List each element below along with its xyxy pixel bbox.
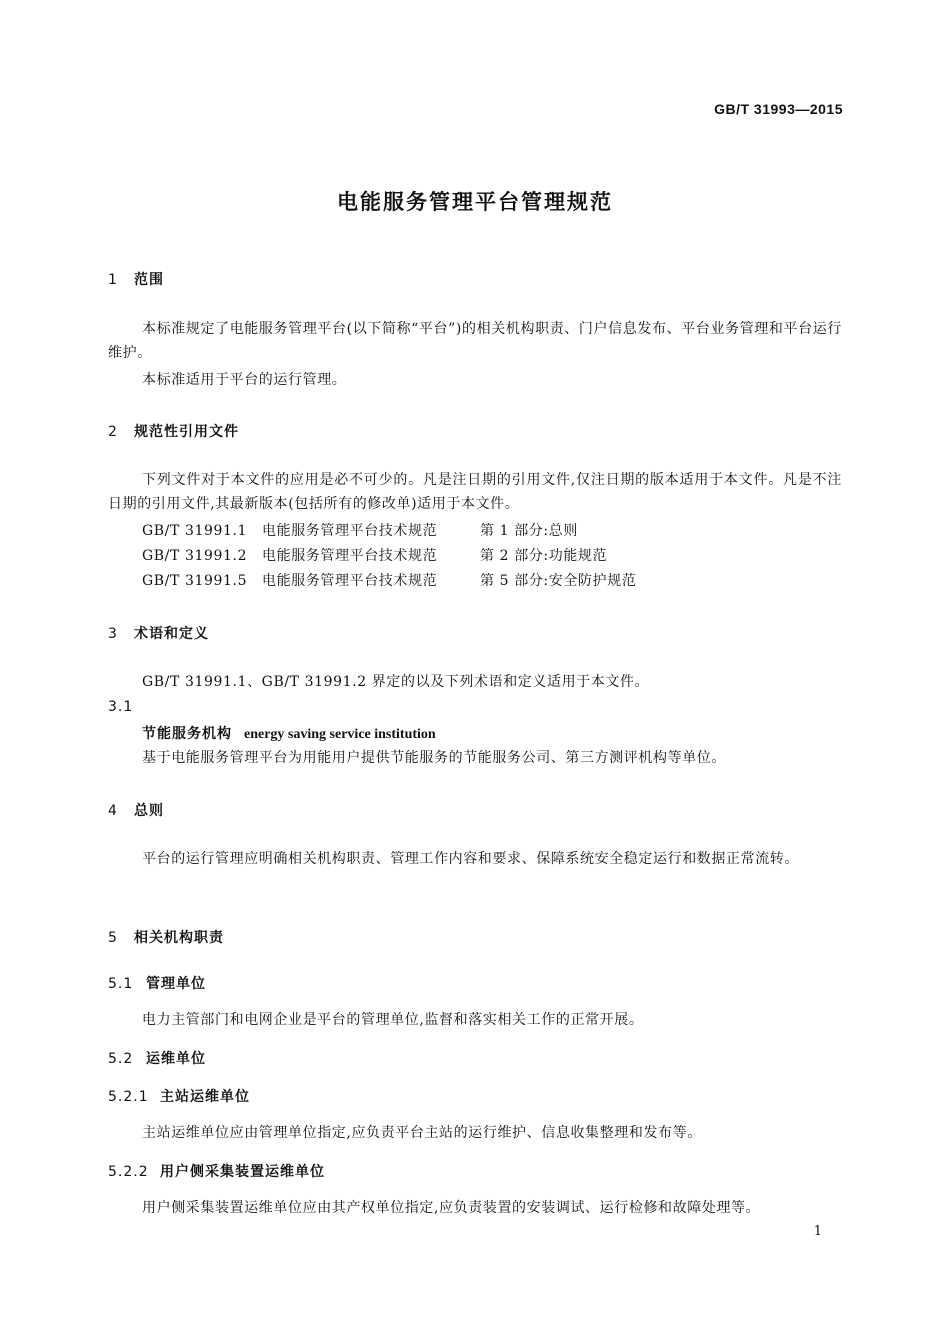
subsection-title: 用户侧采集装置运维单位 [160,1164,325,1180]
reference-code: GB/T 31991.2 [142,548,248,564]
subsection-number: 5.2.1 [108,1089,149,1105]
subsection-title: 管理单位 [146,976,206,992]
section-5-heading [108,927,224,947]
paragraph: 下列文件对于本文件的应用是必不可少的。凡是注日期的引用文件,仅注日期的版本适用于本文件。凡是不注日期的引用文件,其最新版本(包括所有的修改单)适用于本文件。 [108,472,842,512]
reference-item [142,519,578,543]
section-number: 5 [108,930,118,946]
term-definition: 基于电能服务管理平台为用能用户提供节能服务的节能服务公司、第三方测评机构等单位。 [142,750,726,766]
section-4-heading [108,800,164,820]
page-number: 1 [813,1224,822,1239]
document-title: 电能服务管理平台管理规范 [337,190,613,214]
reference-name: 电能服务管理平台技术规范 [262,548,438,564]
section-number: 2 [108,424,118,440]
reference-name: 电能服务管理平台技术规范 [262,523,438,539]
section-number: 4 [108,803,118,819]
term-chinese: 节能服务机构 [142,726,232,742]
section-1-heading [108,269,164,289]
reference-name: 电能服务管理平台技术规范 [262,573,438,589]
paragraph: 本标准规定了电能服务管理平台(以下简称“平台”)的相关机构职责、门户信息发布、平台业务管理和平台运行维护。 [108,321,842,361]
term-entry [142,723,436,743]
subsection-5-1-heading [108,973,206,993]
reference-part: 第 5 部分:安全防护规范 [480,573,637,589]
subsection-number: 5.2.2 [108,1164,149,1180]
paragraph: 主站运维单位应由管理单位指定,应负责平台主站的运行维护、信息收集整理和发布等。 [142,1125,702,1141]
reference-item [142,544,607,568]
section-title: 总则 [134,803,164,819]
paragraph: 本标准适用于平台的运行管理。 [142,372,347,388]
section-title: 相关机构职责 [134,930,224,946]
subsection-5-2-2-heading [108,1161,325,1181]
section-title: 术语和定义 [134,626,209,642]
section-2-heading [108,421,239,441]
reference-code: GB/T 31991.1 [142,523,248,539]
paragraph: GB/T 31991.1、GB/T 31991.2 界定的以及下列术语和定义适用于本文件。 [142,674,650,690]
standard-number: GB/T 31993—2015 [714,101,843,117]
term-number: 3.1 [108,699,134,715]
paragraph: 用户侧采集装置运维单位应由其产权单位指定,应负责装置的安装调试、运行检修和故障处理等。 [142,1200,761,1216]
subsection-number: 5.2 [108,1051,134,1067]
section-title: 规范性引用文件 [134,424,239,440]
subsection-5-2-heading [108,1048,206,1068]
reference-item [142,569,636,593]
section-title: 范围 [134,272,164,288]
paragraph: 电力主管部门和电网企业是平台的管理单位,监督和落实相关工作的正常开展。 [142,1012,644,1028]
subsection-title: 主站运维单位 [160,1089,250,1105]
reference-part: 第 2 部分:功能规范 [480,548,608,564]
reference-part: 第 1 部分:总则 [480,523,578,539]
subsection-title: 运维单位 [146,1051,206,1067]
section-number: 3 [108,626,118,642]
section-number: 1 [108,272,118,288]
paragraph: 平台的运行管理应明确相关机构职责、管理工作内容和要求、保障系统安全稳定运行和数据正常流转。 [142,851,799,867]
subsection-number: 5.1 [108,976,134,992]
reference-code: GB/T 31991.5 [142,573,248,589]
section-3-heading [108,623,209,643]
term-english: energy saving service institution [244,727,436,742]
subsection-5-2-1-heading [108,1086,250,1106]
